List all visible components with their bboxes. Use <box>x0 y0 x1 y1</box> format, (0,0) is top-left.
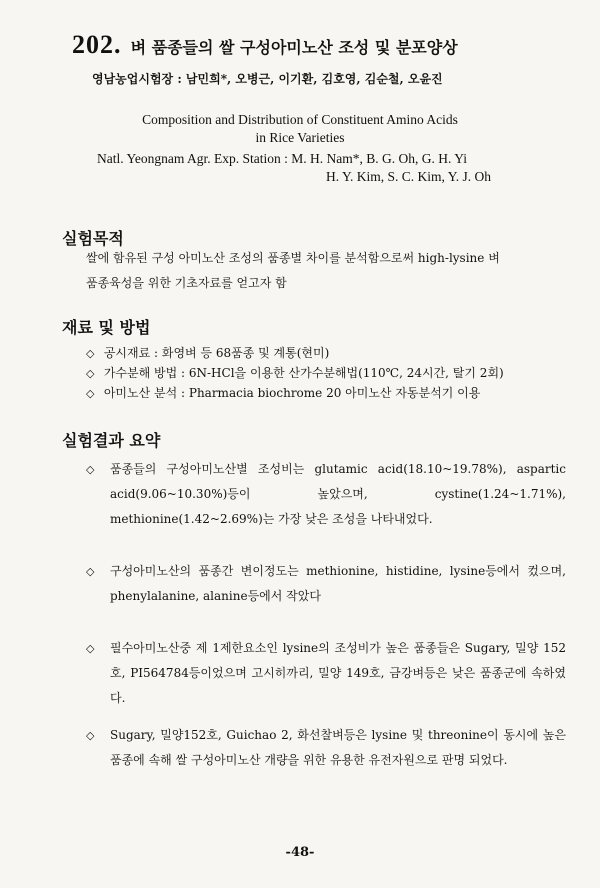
method-item-text: 아미노산 분석 : Pharmacia biochrome 20 아미노산 자동분석기 이용 <box>103 386 481 400</box>
korean-authors: 영남농업시험장 : 남민희*, 오병근, 이기환, 김호영, 김순철, 오윤진 <box>92 72 443 86</box>
bullet-diamond: ◇ <box>86 729 95 742</box>
bullet-diamond: ◇ <box>86 565 95 578</box>
section-heading-methods: 재료 및 방법 <box>62 318 151 337</box>
method-item <box>86 344 329 361</box>
bullet-diamond: ◇ <box>86 463 95 476</box>
abstract-number: 202. <box>72 30 122 59</box>
affiliation-line2: H. Y. Kim, S. C. Kim, Y. J. Oh <box>326 169 492 184</box>
korean-title: 벼 품종들의 쌀 구성아미노산 조성 및 분포양상 <box>130 38 458 57</box>
method-item-text: 가수분해 방법 : 6N-HCl을 이용한 산가수분해법(110℃, 24시간, 탈기 2회) <box>103 366 504 380</box>
result-item-text: Sugary, 밀양152호, Guichao 2, 화선찰벼등은 lysine 및 threonine이 동시에 높은 품종에 속해 쌀 구성아미노산 개량을 위한 유용한 유전자원으로 판명 되었다. <box>110 728 566 767</box>
method-item <box>86 364 504 381</box>
english-title-line1: Composition and Distribution of Constituent Amino Acids <box>142 112 458 127</box>
bullet-diamond: ◇ <box>86 367 95 380</box>
section-heading-results: 실험결과 요약 <box>62 431 161 450</box>
page-number: -48- <box>285 845 315 860</box>
result-item <box>86 636 566 711</box>
affiliation-line1: Natl. Yeongnam Agr. Exp. Station : M. H. Nam*, B. G. Oh, G. H. Yi <box>97 151 468 166</box>
result-item-text: 품종들의 구성아미노산별 조성비는 glutamic acid(18.10~19.78%), aspartic acid(9.06~10.30%)등이 높았으며, cystine(1.24~1.71%), methionine(1.42~2.69%)는 가장 낮은 조성을 나타내었다. <box>110 462 566 526</box>
purpose-line1: 쌀에 함유된 구성 아미노산 조성의 품종별 차이를 분석함으로써 high-lysine 벼 <box>86 251 500 265</box>
bullet-diamond: ◇ <box>86 347 95 360</box>
english-title-line2: in Rice Varieties <box>255 130 345 145</box>
purpose-line2: 품종육성을 위한 기초자료를 얻고자 함 <box>86 276 287 290</box>
method-item-text: 공시재료 : 화영벼 등 68품종 및 계통(현미) <box>103 346 330 360</box>
paper-title <box>72 30 458 60</box>
method-item <box>86 384 480 401</box>
bullet-diamond: ◇ <box>86 642 95 655</box>
bullet-diamond: ◇ <box>86 387 95 400</box>
result-item-text: 구성아미노산의 품종간 변이정도는 methionine, histidine, lysine등에서 컸으며, phenylalanine, alanine등에서 작았다 <box>110 564 566 603</box>
result-item <box>86 457 566 532</box>
result-item-text: 필수아미노산중 제 1제한요소인 lysine의 조성비가 높은 품종들은 Sugary, 밀양 152호, PI564784등이었으며 고시히까리, 밀양 149호, 금강벼등은 낮은 품종군에 속하였다. <box>110 641 566 705</box>
section-heading-purpose: 실험목적 <box>62 229 124 248</box>
result-item <box>86 559 566 609</box>
result-item <box>86 723 566 773</box>
